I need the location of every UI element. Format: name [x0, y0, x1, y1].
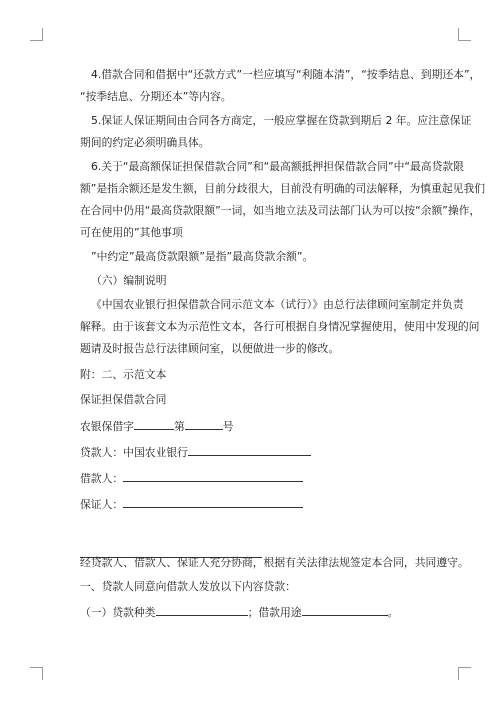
crop-mark-top-right — [458, 28, 471, 41]
borrower-label: 借款人： — [80, 472, 124, 485]
loan-purpose-label: ；借款用途 — [247, 606, 302, 619]
contract-number-blank-1[interactable] — [134, 418, 174, 430]
paragraph-6-line-1: 6.关于“最高额保证担保借款合同”和“最高额抵押担保借款合同”中“最高贷款限 — [91, 160, 464, 173]
paragraph-6-line-4: 可在使用的”其他事项 — [80, 226, 183, 239]
lender-line — [80, 444, 444, 460]
paragraph-6-line-3: 在合同中仍用“最高贷款限额”一词，如当地立法及司法部门认为可以按“余额”操作， — [80, 204, 481, 217]
item-end-punct: 。 — [387, 606, 399, 619]
paragraph-4-line-1: 4.借款合同和借据中“还款方式”一栏应填写“利随本清”，“按季结息、到期还本”， — [91, 68, 481, 81]
document-body — [80, 64, 486, 620]
borrower-line — [80, 470, 444, 486]
clause-1-item-1 — [80, 604, 444, 620]
paragraph-6-line-2: 额”是指余额还是发生额，目前分歧很大，目前没有明确的司法解释，为慎重起见我们 — [80, 182, 486, 195]
appendix-heading: 附：二、示范文本 — [80, 368, 167, 381]
paragraph-8-line-1: 《中国农业银行担保借款合同示范文本（试行）》由总行法律顾问室制定并负责 — [91, 298, 464, 311]
contract-number-blank-2[interactable] — [185, 418, 223, 430]
paragraph-8-line-3: 题请及时报告总行法律顾问室，以便做进一步的修改。 — [80, 342, 340, 355]
crop-mark-bottom-left — [30, 667, 43, 680]
loan-type-blank[interactable] — [156, 604, 248, 616]
contract-number-mid: 第 — [173, 420, 185, 433]
section-6-heading: （六）编制说明 — [91, 274, 167, 287]
lender-label: 贷款人：中国农业银行 — [80, 446, 188, 459]
lender-blank[interactable] — [188, 444, 311, 456]
loan-type-label: （一）贷款种类 — [80, 606, 156, 619]
contract-title: 保证担保借款合同 — [80, 393, 167, 406]
guarantor-label: 保证人： — [80, 498, 124, 511]
paragraph-5-line-1: 5.保证人保证期间由合同各方商定，一般应掌握在贷款到期后 2 年。应注意保证 — [91, 114, 472, 127]
contract-number-line — [80, 418, 444, 434]
borrower-blank[interactable] — [123, 470, 303, 482]
paragraph-7: ”中约定”最高贷款限额”是指”最高贷款余额”。 — [91, 250, 314, 263]
paragraph-4-line-2: “按季结息、分期还本”等内容。 — [80, 90, 232, 103]
guarantor-line — [80, 496, 444, 512]
guarantor-blank[interactable] — [123, 496, 303, 508]
crop-mark-top-left — [30, 28, 43, 41]
contract-number-suffix: 号 — [222, 420, 234, 433]
clause-1: 一、贷款人同意向借款人发放以下内容贷款： — [80, 580, 296, 593]
crop-mark-bottom-right — [458, 667, 471, 680]
contract-number-prefix: 农银保借字 — [80, 420, 134, 433]
paragraph-8-line-2: 解释。由于该套文本为示范性文本，各行可根据自身情况掌握使用，使用中发现的问 — [80, 320, 480, 333]
paragraph-5-line-2: 期间的约定必须明确具体。 — [80, 136, 210, 149]
party-separator-line — [80, 557, 262, 558]
contract-intro: 经贷款人、借款人、保证人充分协商，根据有关法律法规签定本合同，共同遵守。 — [80, 556, 469, 569]
loan-purpose-blank[interactable] — [302, 604, 388, 616]
